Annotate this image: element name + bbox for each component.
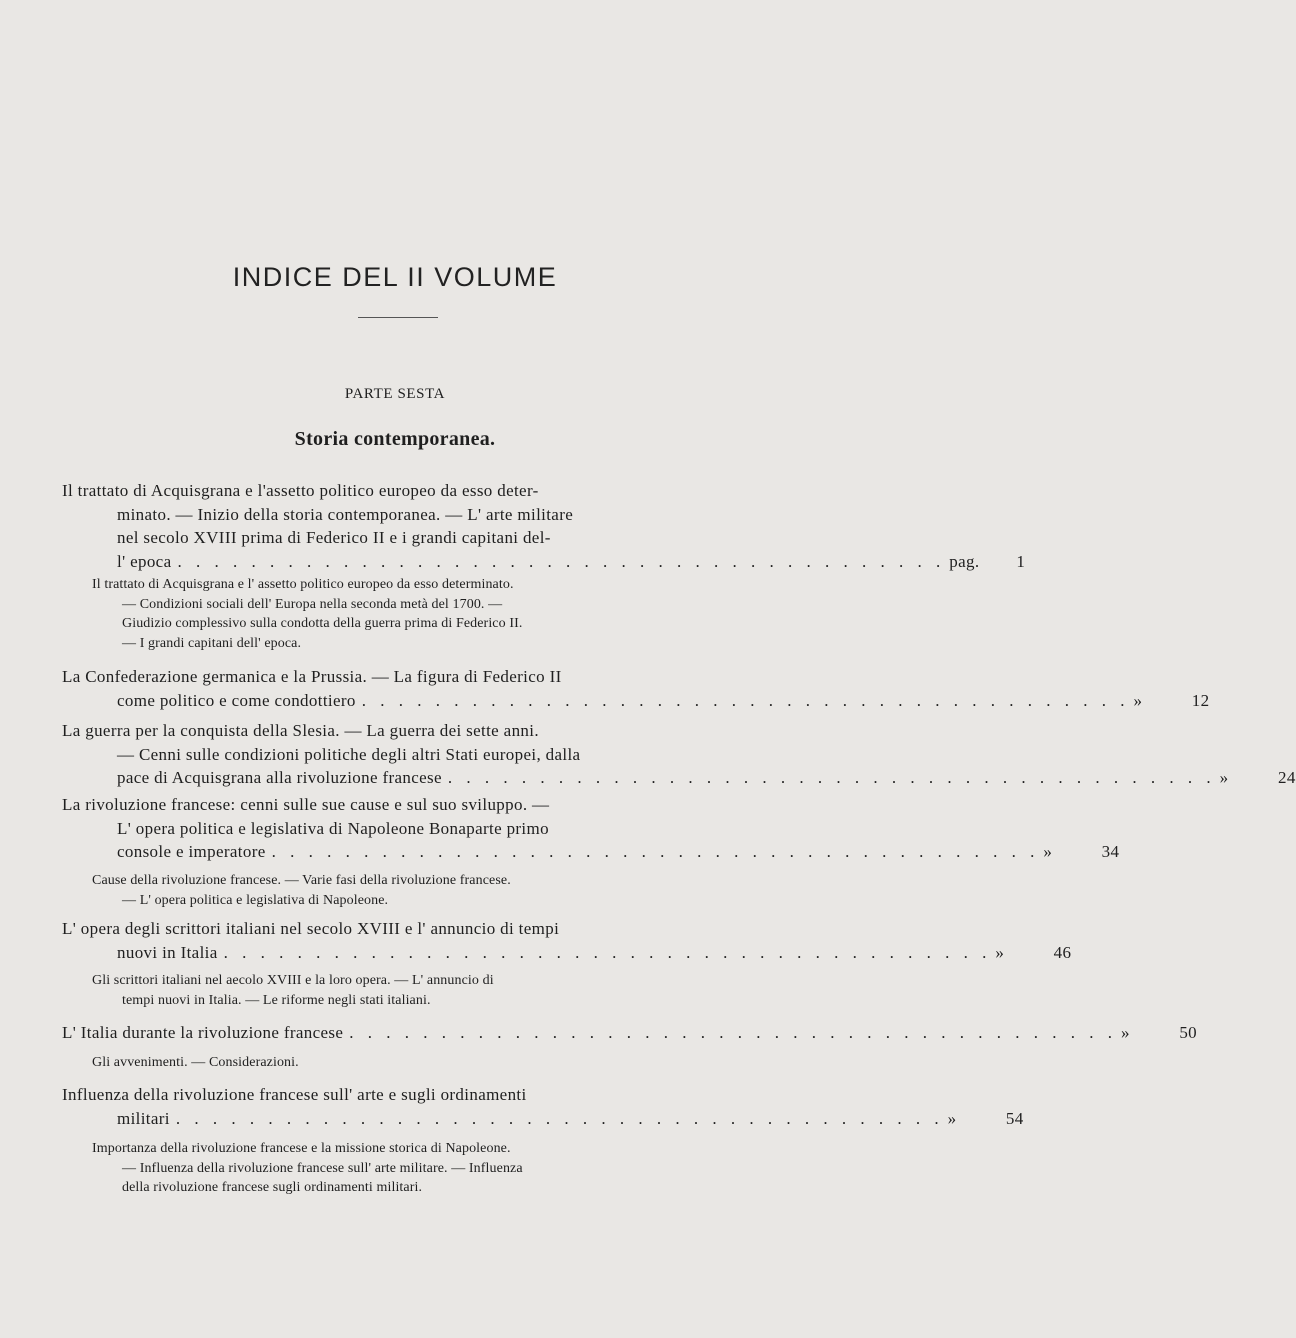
page-marker: »: [995, 942, 1005, 962]
summary-line: Gli avvenimenti. — Considerazioni.: [92, 1055, 299, 1070]
summary-line: — Influenza della rivoluzione francese sull' arte militare. — Influenza: [122, 1160, 523, 1176]
summary-line: Il trattato di Acquisgrana e l' assetto politico europeo da esso determinato.: [92, 577, 514, 592]
dot-leader: . . . . . . . . . . . . . . . . . . . . . . . . . . . . . . . . . . . . . . . . . .: [223, 942, 992, 962]
entry-last-line: [62, 1021, 1198, 1045]
entry-summary: [92, 871, 660, 910]
summary-line: — L' opera politica e legislativa di Napoleone.: [122, 892, 389, 908]
entry-line: Il trattato di Acquisgrana e l'assetto politico europeo da esso deter-: [62, 481, 539, 500]
page-marker: »: [1121, 1023, 1130, 1042]
entry-line: l' epoca: [117, 551, 172, 571]
dot-leader: . . . . . . . . . . . . . . . . . . . . . . . . . . . . . . . . . . . . . . . . . .: [447, 768, 1216, 787]
toc-entry: [62, 719, 1296, 790]
summary-line: Cause della rivoluzione francese. — Varie fasi della rivoluzione francese.: [92, 873, 511, 888]
entry-line: L' opera degli scrittori italiani nel secolo XVIII e l' annuncio di tempi: [62, 919, 560, 938]
entry-last-line: [62, 689, 1210, 713]
toc-entry: [62, 479, 1026, 573]
entry-summary: [92, 575, 660, 653]
dot-leader: . . . . . . . . . . . . . . . . . . . . . . . . . . . . . . . . . . . . . . . . . .: [361, 690, 1130, 710]
toc-entry: [62, 793, 1120, 864]
entry-summary: [92, 1139, 660, 1198]
entry-line: minato. — Inizio della storia contemporanea. — L' arte militare: [117, 504, 574, 524]
page-number: 50: [1179, 1023, 1198, 1042]
entry-line: Influenza della rivoluzione francese sull' arte e sugli ordinamenti: [62, 1085, 527, 1104]
page-marker: »: [1219, 768, 1229, 787]
entry-line: La Confederazione germanica e la Prussia. — La figura di Federico II: [62, 667, 562, 686]
page-marker: »: [1043, 842, 1053, 861]
entry-line: militari: [117, 1108, 170, 1128]
summary-line: della rivoluzione francese sugli ordinamenti militari.: [122, 1180, 423, 1195]
entry-summary: [92, 1053, 660, 1073]
dot-leader: . . . . . . . . . . . . . . . . . . . . . . . . . . . . . . . . . . . . . . . . . .: [177, 551, 946, 571]
toc-entry: [62, 665, 1210, 712]
summary-line: Gli scrittori italiani nel aecolo XVIII e la loro opera. — L' annuncio di: [92, 973, 494, 988]
page-number: 54: [1005, 1108, 1024, 1128]
section-title: Storia contemporanea.: [294, 428, 496, 450]
part-heading: PARTE SESTA: [344, 386, 446, 402]
title-divider: [358, 317, 438, 318]
dot-leader: . . . . . . . . . . . . . . . . . . . . . . . . . . . . . . . . . . . . . . . . . .: [349, 1023, 1118, 1042]
entry-line: come politico e come condottiero: [117, 690, 356, 710]
entry-last-line: [62, 550, 1026, 574]
entry-line: La rivoluzione francese: cenni sulle sue cause e sul suo sviluppo. —: [62, 795, 550, 814]
entry-line: console e imperatore: [117, 842, 266, 861]
summary-line: Importanza della rivoluzione francese e la missione storica di Napoleone.: [92, 1141, 511, 1156]
toc-entry: [62, 1083, 1024, 1130]
entry-line: L' Italia durante la rivoluzione francese: [62, 1023, 344, 1042]
entry-line: — Cenni sulle condizioni politiche degli altri Stati europei, dalla: [117, 744, 581, 764]
entry-summary: [92, 971, 660, 1010]
page-marker: »: [1133, 690, 1143, 710]
summary-line: Giudizio complessivo sulla condotta della guerra prima di Federico II.: [122, 616, 523, 631]
page-marker: pag.: [949, 551, 980, 571]
entry-last-line: [62, 941, 1072, 965]
entry-line: pace di Acquisgrana alla rivoluzione francese: [117, 768, 442, 787]
entry-last-line: [62, 840, 1120, 864]
summary-line: tempi nuovi in Italia. — Le riforme negli stati italiani.: [122, 992, 431, 1008]
summary-line: — Condizioni sociali dell' Europa nella seconda metà del 1700. —: [122, 596, 503, 612]
entry-line: La guerra per la conquista della Slesia. — La guerra dei sette anni.: [62, 721, 539, 740]
page-number: 12: [1191, 690, 1210, 710]
summary-line: — I grandi capitani dell' epoca.: [122, 635, 302, 651]
toc-entry: [62, 1021, 1198, 1045]
page-title: INDICE DEL II VOLUME: [232, 262, 558, 292]
page-number: 1: [1016, 551, 1026, 571]
page-number: 24: [1277, 768, 1296, 787]
dot-leader: . . . . . . . . . . . . . . . . . . . . . . . . . . . . . . . . . . . . . . . . . .: [271, 842, 1040, 861]
entry-line: nuovi in Italia: [117, 942, 218, 962]
page-marker: »: [947, 1108, 957, 1128]
entry-line: nel secolo XVIII prima di Federico II e i grandi capitani del-: [117, 528, 551, 547]
entry-last-line: [62, 766, 1296, 790]
page-number: 46: [1053, 942, 1072, 962]
entry-last-line: [62, 1107, 1024, 1131]
entry-line: L' opera politica e legislativa di Napoleone Bonaparte primo: [117, 818, 549, 838]
toc-entry: [62, 917, 1072, 964]
page-number: 34: [1101, 842, 1120, 861]
dot-leader: . . . . . . . . . . . . . . . . . . . . . . . . . . . . . . . . . . . . . . . . . .: [175, 1108, 944, 1128]
